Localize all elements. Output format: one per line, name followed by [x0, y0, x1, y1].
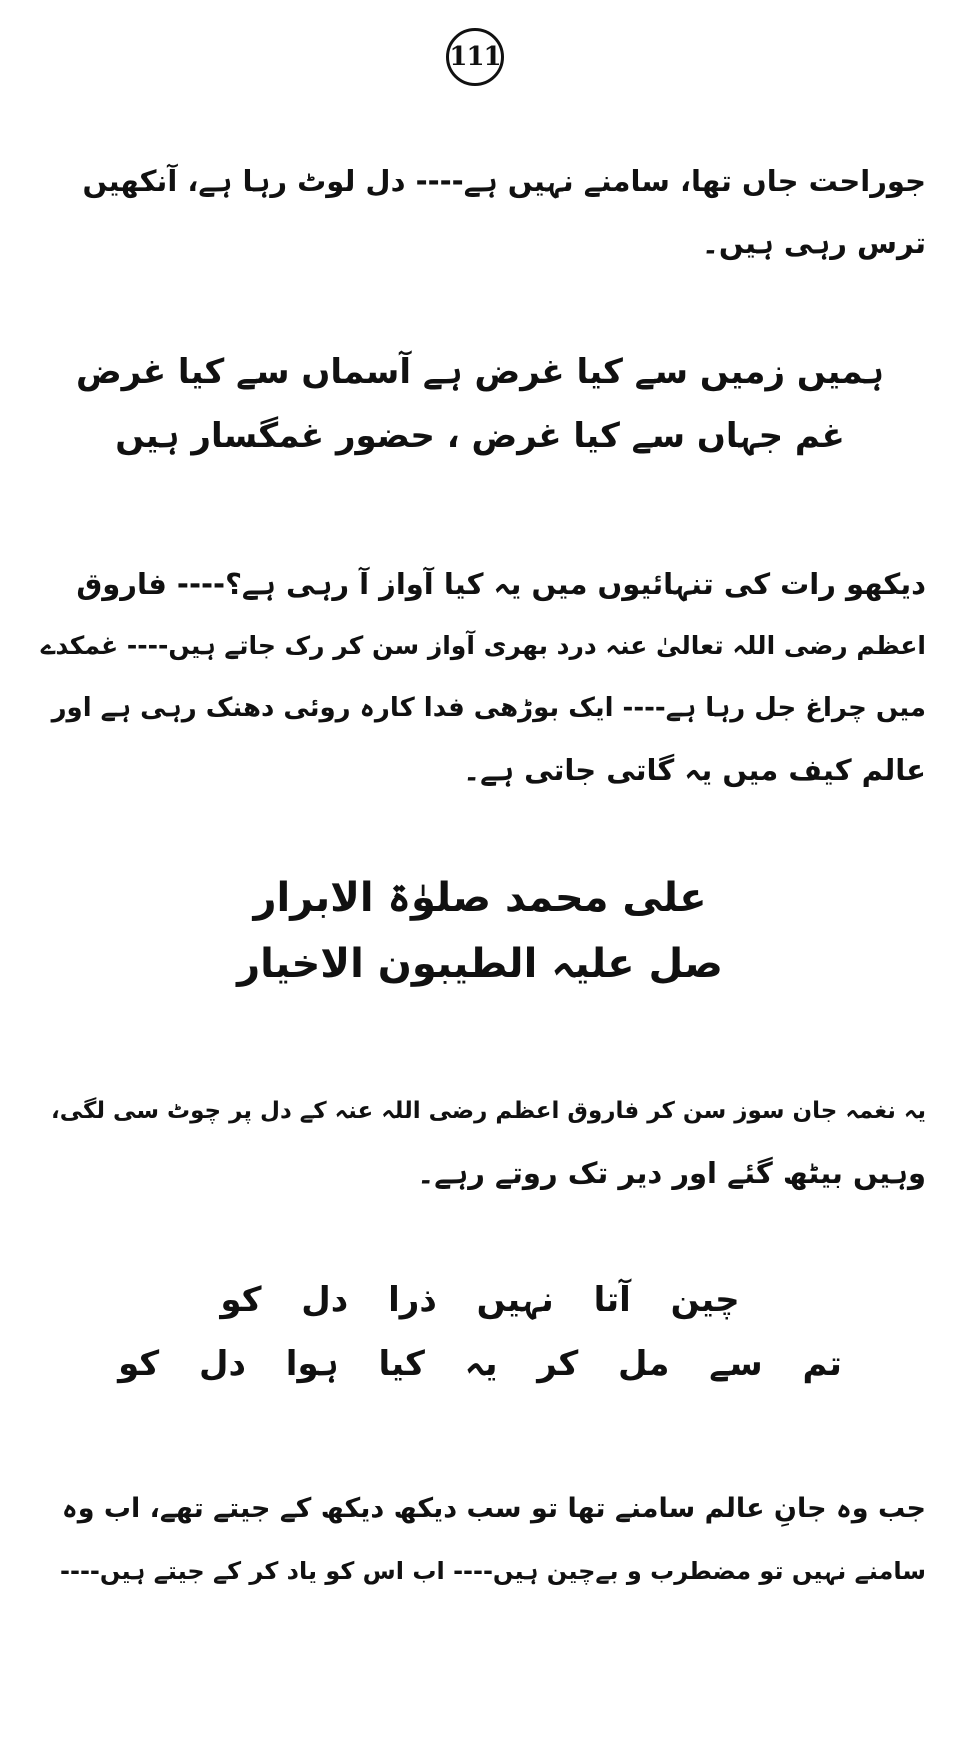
- paragraph-2-line-1: دیکھو رات کی تنہائیوں میں یہ کیا آواز آ رہی ہے؟---- فاروق: [76, 567, 926, 601]
- couplet-2-line-1: چین آتا نہیں ذرا دل کو: [220, 1280, 740, 1320]
- paragraph-2: [36, 553, 926, 801]
- page-number-badge: [446, 28, 504, 86]
- arabic-verse-line-1: علی محمد صلوٰۃ الابرار: [253, 875, 707, 921]
- page-number: 111: [449, 42, 501, 72]
- couplet-2: [0, 1268, 960, 1396]
- paragraph-3: [36, 1080, 926, 1204]
- paragraph-3-line-2: وہیں بیٹھ گئے اور دیر تک روتے رہے۔: [417, 1156, 926, 1190]
- paragraph-4: [36, 1478, 926, 1602]
- arabic-verse: [0, 865, 960, 997]
- arabic-verse-line-2: صل علیہ الطیبون الاخیار: [237, 941, 723, 987]
- couplet-1: [0, 340, 960, 468]
- paragraph-4-line-1: جب وہ جانِ عالم سامنے تھا تو سب دیکھ دیکھ کے جیتے تھے، اب وہ: [61, 1493, 926, 1524]
- paragraph-2-line-3: میں چراغ جل رہا ہے---- ایک بوڑھی فدا کارہ روئی دھنک رہی ہے اور: [51, 693, 926, 723]
- paragraph-4-line-2: سامنے نہیں تو مضطرب و بےچین ہیں---- اب اس کو یاد کر کے جیتے ہیں----: [60, 1557, 926, 1585]
- paragraph-2-line-2: اعظم رضی اللہ تعالیٰ عنہ درد بھری آواز سن کر رک جاتے ہیں---- غمکدے: [40, 631, 926, 660]
- couplet-1-line-2: غم جہاں سے کیا غرض ، حضور غمگسار ہیں: [115, 416, 845, 456]
- couplet-1-line-1: ہمیں زمیں سے کیا غرض ہے آسماں سے کیا غرض: [75, 352, 885, 392]
- couplet-2-line-2: تم سے مل کر یہ کیا ہوا دل کو: [118, 1344, 842, 1384]
- paragraph-3-line-1: یہ نغمہ جان سوز سن کر فاروق اعظم رضی اللہ عنہ کے دل پر چوٹ سی لگی،: [51, 1098, 926, 1124]
- paragraph-1-line-2: ترس رہی ہیں۔: [701, 226, 926, 260]
- paragraph-2-line-4: عالم کیف میں یہ گاتی جاتی ہے۔: [463, 753, 926, 787]
- paragraph-1-line-1: جوراحت جاں تھا، سامنے نہیں ہے---- دل لوٹ رہا ہے، آنکھیں: [82, 164, 926, 198]
- paragraph-1: [36, 150, 926, 274]
